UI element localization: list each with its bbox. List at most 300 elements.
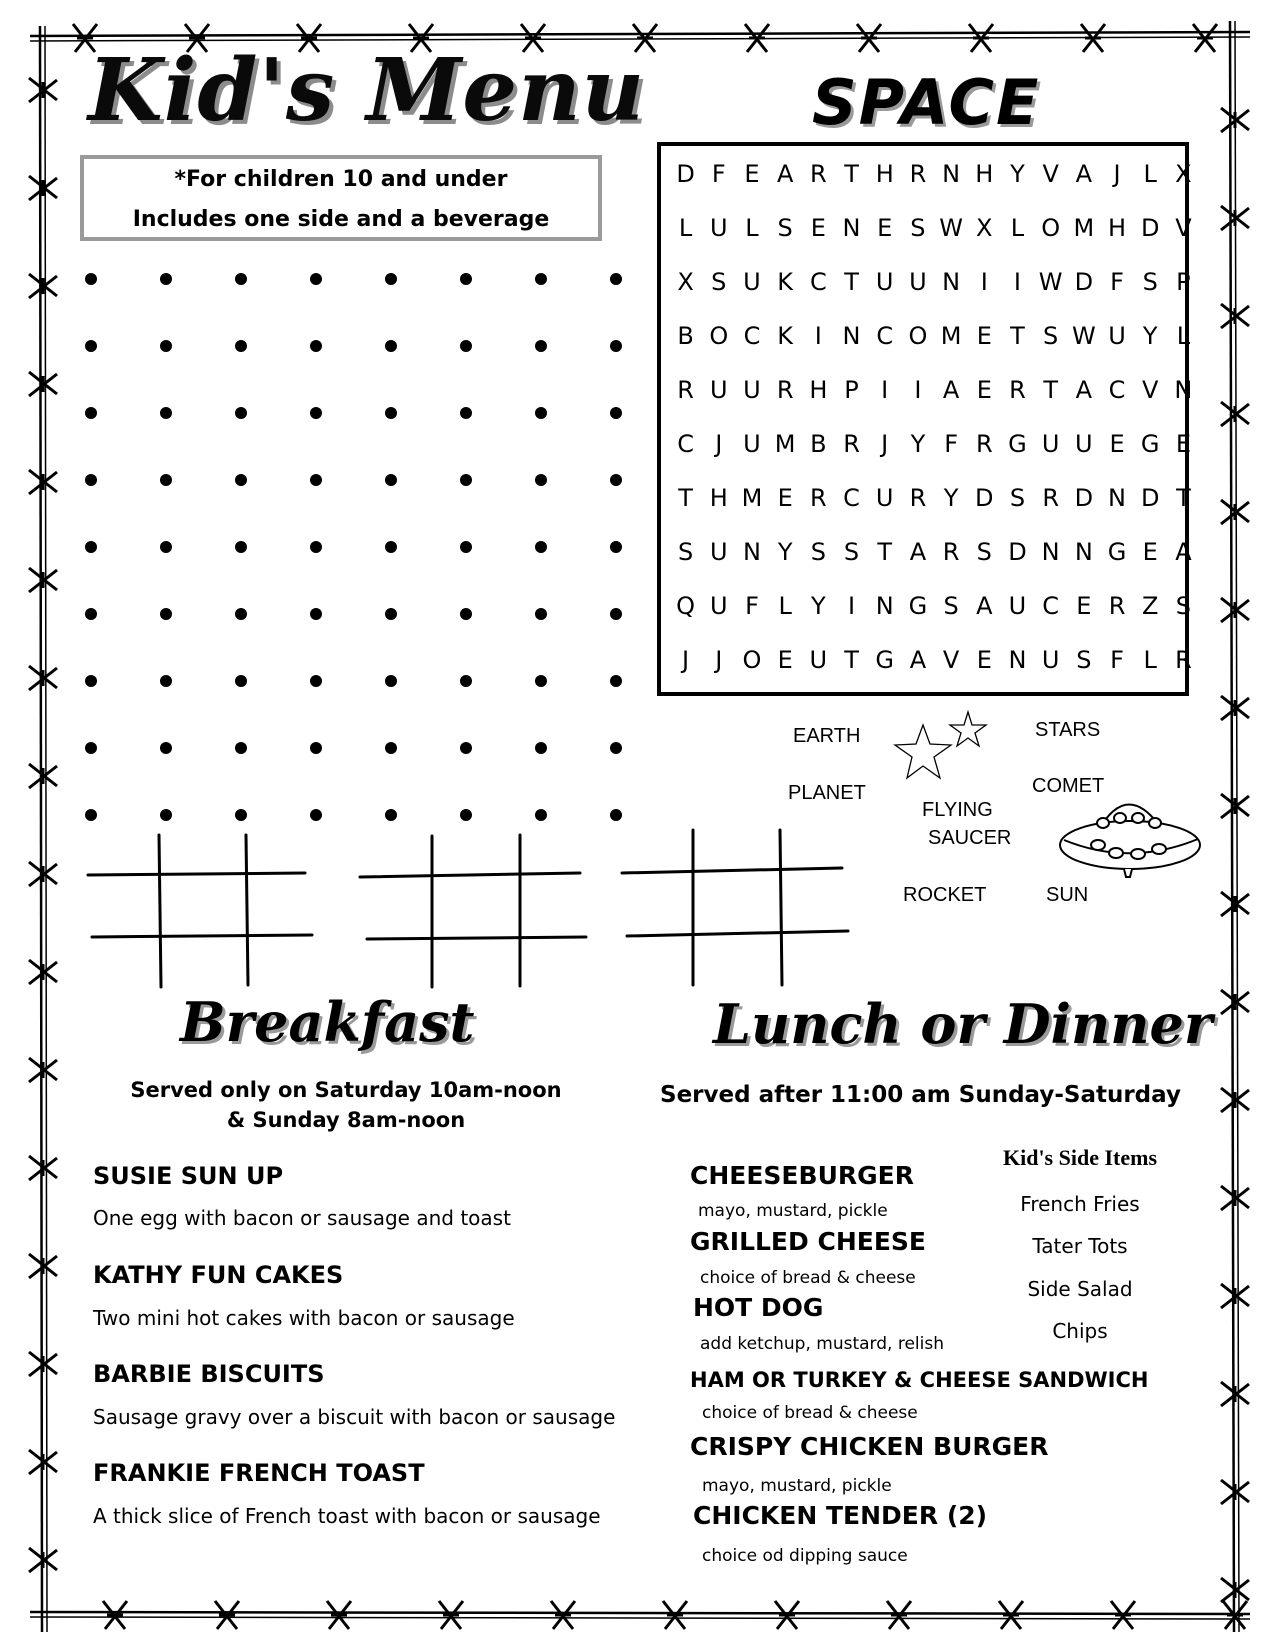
- word-search-letter[interactable]: E: [744, 160, 760, 188]
- lunch-item-name: GRILLED CHEESE: [690, 1227, 926, 1256]
- tic-tac-toe-boards[interactable]: [80, 825, 860, 1000]
- word-search-letter[interactable]: L: [745, 214, 759, 242]
- word-search-letter[interactable]: C: [876, 322, 894, 350]
- word-search-letter[interactable]: U: [1008, 592, 1027, 620]
- barb-icon: [29, 666, 57, 690]
- word-search-letter[interactable]: D: [975, 484, 994, 512]
- word-search-letter[interactable]: U: [1075, 430, 1093, 458]
- word-search-letter[interactable]: A: [776, 160, 794, 188]
- barb-icon: [439, 1601, 463, 1629]
- game-dot[interactable]: [460, 407, 472, 419]
- word-search-letter[interactable]: R: [909, 160, 927, 188]
- game-dot[interactable]: [235, 541, 247, 553]
- game-dot[interactable]: [235, 474, 247, 486]
- word-search-letter[interactable]: F: [745, 592, 759, 620]
- barb-icon: [29, 176, 57, 200]
- word-search-letter[interactable]: Y: [811, 592, 826, 620]
- word-search-letter[interactable]: V: [942, 646, 960, 674]
- word-search-row: [669, 430, 1200, 458]
- word-search-letter[interactable]: I: [1013, 268, 1021, 296]
- game-dot[interactable]: [160, 675, 172, 687]
- word-search-letter[interactable]: D: [1140, 484, 1160, 512]
- game-dot[interactable]: [235, 273, 247, 285]
- word-search-letter[interactable]: E: [976, 376, 992, 404]
- word-search-letter[interactable]: E: [777, 646, 793, 674]
- word-search-letter[interactable]: N: [742, 538, 761, 566]
- sides-title: Kid's Side Items: [1002, 1145, 1158, 1170]
- word-search-letter[interactable]: C: [1042, 592, 1060, 620]
- word-search-letter[interactable]: U: [909, 268, 927, 296]
- word-search-letter[interactable]: F: [944, 430, 958, 458]
- word-search-letter[interactable]: Y: [910, 430, 926, 458]
- word-search-letter[interactable]: G: [1140, 430, 1160, 458]
- word-search-letter[interactable]: T: [877, 538, 893, 566]
- word-sun: SUN: [1046, 884, 1089, 906]
- game-dot[interactable]: [310, 541, 322, 553]
- word-search-letter[interactable]: L: [1176, 322, 1191, 350]
- game-dot[interactable]: [535, 809, 547, 821]
- tic-tac-toe-board[interactable]: [622, 830, 848, 985]
- word-search-letter[interactable]: A: [942, 376, 960, 404]
- word-search-letter[interactable]: R: [843, 430, 860, 458]
- word-search-letter[interactable]: U: [809, 646, 828, 674]
- game-dot[interactable]: [535, 340, 547, 352]
- lunch-hours: Served after 11:00 am Sunday-Saturday: [660, 1082, 1181, 1108]
- word-search-letter[interactable]: C: [843, 484, 860, 512]
- game-dot[interactable]: [460, 608, 472, 620]
- word-search-letter[interactable]: U: [1108, 322, 1126, 350]
- word-search-letter[interactable]: X: [1175, 160, 1192, 188]
- word-search-letter[interactable]: W: [1071, 322, 1096, 350]
- word-search-letter[interactable]: S: [777, 214, 793, 242]
- age-notice-line: *For children 10 and under: [174, 167, 508, 192]
- word-search-row: [669, 484, 1200, 512]
- tic-tac-toe-board[interactable]: [88, 835, 312, 987]
- word-search-letter[interactable]: Y: [1142, 322, 1158, 350]
- word-search-letter[interactable]: M: [741, 484, 763, 512]
- lunch-item-name: CHICKEN TENDER (2): [693, 1501, 988, 1530]
- includes-notice-line: Includes one side and a beverage: [132, 207, 550, 232]
- word-search-letter[interactable]: L: [1010, 214, 1025, 242]
- game-dot[interactable]: [310, 340, 322, 352]
- barb-icon: [29, 960, 57, 984]
- word-search-letter[interactable]: V: [1042, 160, 1059, 188]
- game-dot[interactable]: [460, 742, 472, 754]
- word-search-letter[interactable]: F: [711, 160, 726, 188]
- word-search-letter[interactable]: U: [875, 268, 894, 296]
- word-search-letter[interactable]: F: [1110, 646, 1124, 674]
- word-search-letter[interactable]: R: [810, 160, 827, 188]
- game-dot[interactable]: [535, 273, 547, 285]
- game-dot[interactable]: [460, 809, 472, 821]
- game-dot[interactable]: [310, 407, 322, 419]
- word-search-letter[interactable]: E: [1076, 592, 1092, 620]
- word-search-letter[interactable]: R: [1108, 592, 1126, 620]
- game-dot[interactable]: [310, 273, 322, 285]
- word-search-letter[interactable]: Y: [1010, 160, 1025, 188]
- game-dot[interactable]: [610, 340, 622, 352]
- star-icon: [878, 708, 998, 798]
- word-search-letter[interactable]: E: [777, 484, 793, 512]
- word-search-letter[interactable]: C: [809, 268, 827, 296]
- word-search-letter[interactable]: I: [814, 322, 822, 350]
- game-dot[interactable]: [535, 675, 547, 687]
- word-search-letter[interactable]: T: [678, 484, 693, 512]
- game-dot[interactable]: [535, 742, 547, 754]
- barb-icon: [29, 1352, 57, 1376]
- breakfast-hours-line: Served only on Saturday 10am-noon: [130, 1078, 562, 1102]
- lunch-item-desc: mayo, mustard, pickle: [702, 1476, 892, 1496]
- barb-icon: [1221, 1480, 1249, 1504]
- word-search-letter[interactable]: D: [1074, 268, 1094, 296]
- word-search-letter[interactable]: H: [875, 160, 894, 188]
- word-search-letter[interactable]: S: [1175, 592, 1192, 620]
- word-search-letter[interactable]: N: [1174, 376, 1193, 404]
- lunch-item-desc: mayo, mustard, pickle: [698, 1201, 888, 1221]
- word-search-letter[interactable]: D: [1008, 538, 1027, 566]
- word-search-letter[interactable]: E: [1175, 430, 1191, 458]
- word-search-letter[interactable]: W: [1038, 268, 1063, 296]
- word-search-letter[interactable]: O: [709, 322, 729, 350]
- word-search-letter[interactable]: T: [1043, 376, 1058, 404]
- game-dot[interactable]: [460, 541, 472, 553]
- word-search-letter[interactable]: R: [677, 376, 694, 404]
- word-search-letter[interactable]: N: [842, 214, 861, 242]
- game-dot[interactable]: [235, 675, 247, 687]
- game-dot[interactable]: [85, 742, 97, 754]
- word-search-letter[interactable]: A: [909, 538, 927, 566]
- word-search-letter[interactable]: U: [1041, 430, 1060, 458]
- barb-icon: [663, 1601, 687, 1629]
- game-dot[interactable]: [160, 541, 172, 553]
- game-dot[interactable]: [385, 340, 397, 352]
- game-dot[interactable]: [310, 608, 322, 620]
- barb-icon: [29, 1058, 57, 1082]
- word-search-letter[interactable]: P: [1176, 268, 1191, 296]
- word-search-letter[interactable]: S: [711, 268, 727, 296]
- word-search-letter[interactable]: J: [881, 430, 889, 458]
- barb-icon: [29, 78, 57, 102]
- word-search-letter[interactable]: D: [1140, 214, 1160, 242]
- barb-icon: [29, 862, 57, 886]
- word-search-letter[interactable]: N: [875, 592, 894, 620]
- game-dot[interactable]: [610, 407, 622, 419]
- word-search-letter[interactable]: A: [909, 646, 927, 674]
- side-item: Side Salad: [1027, 1277, 1133, 1301]
- game-dot[interactable]: [85, 340, 97, 352]
- menu-title: Kid's Menu: [88, 40, 646, 141]
- word-search-letter[interactable]: S: [1142, 268, 1158, 296]
- barb-icon: [887, 1601, 911, 1629]
- barb-icon: [1221, 402, 1249, 426]
- word-search-letter[interactable]: V: [1175, 214, 1192, 242]
- word-search-letter[interactable]: E: [976, 322, 992, 350]
- word-search-letter[interactable]: N: [1074, 538, 1093, 566]
- game-dot[interactable]: [85, 608, 97, 620]
- word-search-letter[interactable]: M: [940, 322, 962, 350]
- word-search-letter[interactable]: U: [743, 268, 761, 296]
- word-search-letter[interactable]: E: [810, 214, 826, 242]
- breakfast-item-desc: One egg with bacon or sausage and toast: [93, 1206, 511, 1230]
- game-dot[interactable]: [160, 809, 172, 821]
- game-dot[interactable]: [160, 340, 172, 352]
- word-search-letter[interactable]: X: [677, 268, 694, 296]
- word-search-letter[interactable]: U: [743, 376, 761, 404]
- word-search-letter[interactable]: U: [709, 538, 728, 566]
- word-search-letter[interactable]: O: [1041, 214, 1061, 242]
- word-search-letter[interactable]: S: [976, 538, 992, 566]
- word-search-letter[interactable]: G: [908, 592, 928, 620]
- word-search-letter[interactable]: T: [1010, 322, 1025, 350]
- word-search-letter[interactable]: M: [1073, 214, 1095, 242]
- word-search-letter[interactable]: U: [743, 430, 761, 458]
- word-search-letter[interactable]: G: [1107, 538, 1127, 566]
- word-search-row: [669, 646, 1200, 674]
- game-dot[interactable]: [235, 608, 247, 620]
- barb-icon: [1221, 696, 1249, 720]
- breakfast-item-name: SUSIE SUN UP: [93, 1162, 284, 1190]
- game-dot[interactable]: [385, 675, 397, 687]
- word-search-letter[interactable]: O: [908, 322, 928, 350]
- word-search-letter[interactable]: T: [844, 646, 859, 674]
- lunch-item-desc: choice of bread & cheese: [702, 1403, 918, 1423]
- word-search-letter[interactable]: A: [1175, 538, 1192, 566]
- word-search-letter[interactable]: D: [1074, 484, 1094, 512]
- barb-icon: [1221, 1382, 1249, 1406]
- word-search-letter[interactable]: S: [1076, 646, 1092, 674]
- game-dot[interactable]: [610, 809, 622, 821]
- word-search-letter[interactable]: U: [709, 376, 728, 404]
- word-search-letter[interactable]: X: [976, 214, 993, 242]
- barb-icon: [1221, 892, 1249, 916]
- word-search-letter[interactable]: B: [677, 322, 694, 350]
- game-dot[interactable]: [535, 407, 547, 419]
- game-dot[interactable]: [85, 809, 97, 821]
- word-search-letter[interactable]: C: [1108, 376, 1126, 404]
- word-search-letter[interactable]: J: [715, 430, 723, 458]
- barb-icon: [29, 470, 57, 494]
- barb-icon: [775, 1601, 799, 1629]
- word-search-letter[interactable]: R: [810, 484, 827, 512]
- word-search-letter[interactable]: R: [942, 538, 960, 566]
- game-dot[interactable]: [85, 407, 97, 419]
- game-dot[interactable]: [535, 608, 547, 620]
- word-search-letter[interactable]: A: [976, 592, 993, 620]
- game-dot[interactable]: [610, 608, 622, 620]
- game-dot[interactable]: [85, 675, 97, 687]
- game-dot[interactable]: [460, 273, 472, 285]
- game-dot[interactable]: [235, 742, 247, 754]
- word-search-letter[interactable]: J: [1113, 160, 1121, 188]
- word-search-letter[interactable]: R: [1042, 484, 1059, 512]
- game-dot[interactable]: [385, 608, 397, 620]
- barb-icon: [1221, 794, 1249, 818]
- game-dot[interactable]: [85, 474, 97, 486]
- word-search-letter[interactable]: S: [1009, 484, 1026, 512]
- word-search-letter[interactable]: T: [844, 160, 859, 188]
- word-search-letter[interactable]: U: [709, 214, 728, 242]
- breakfast-item-name: BARBIE BISCUITS: [93, 1360, 325, 1388]
- word-search-letter[interactable]: G: [875, 646, 895, 674]
- word-search-letter[interactable]: S: [943, 592, 959, 620]
- word-search-letter[interactable]: S: [843, 538, 860, 566]
- word-search-letter[interactable]: H: [809, 376, 828, 404]
- word-search-letter[interactable]: I: [980, 268, 988, 296]
- word-search-letter[interactable]: S: [677, 538, 694, 566]
- barb-icon: [1221, 598, 1249, 622]
- word-search-letter[interactable]: Y: [943, 484, 959, 512]
- word-search-letter[interactable]: R: [975, 430, 993, 458]
- word-search-letter[interactable]: Z: [1141, 592, 1159, 620]
- word-search-letter[interactable]: H: [975, 160, 994, 188]
- word-search-letter[interactable]: L: [778, 592, 792, 620]
- word-search-letter[interactable]: N: [1041, 538, 1060, 566]
- game-dot[interactable]: [310, 675, 322, 687]
- word-search-letter[interactable]: G: [1008, 430, 1027, 458]
- word-search-letter[interactable]: N: [1108, 484, 1126, 512]
- word-search-letter[interactable]: R: [1009, 376, 1026, 404]
- word-search-letter[interactable]: R: [776, 376, 794, 404]
- word-search-letter[interactable]: J: [682, 646, 690, 674]
- word-search-letter[interactable]: E: [1142, 538, 1158, 566]
- barb-icon: [1193, 24, 1217, 52]
- word-search-letter[interactable]: S: [810, 538, 826, 566]
- game-dot[interactable]: [460, 474, 472, 486]
- word-search-letter[interactable]: Q: [676, 592, 696, 620]
- word-search-letter[interactable]: T: [844, 268, 859, 296]
- word-planet: PLANET: [788, 782, 866, 804]
- word-search-letter[interactable]: J: [715, 646, 723, 674]
- game-dot[interactable]: [310, 809, 322, 821]
- game-dot[interactable]: [610, 742, 622, 754]
- game-dot[interactable]: [385, 474, 397, 486]
- word-search-letter[interactable]: A: [1075, 160, 1093, 188]
- word-search-letter[interactable]: R: [909, 484, 927, 512]
- word-search-letter[interactable]: N: [942, 268, 961, 296]
- game-dot[interactable]: [610, 541, 622, 553]
- word-search-letter[interactable]: N: [842, 322, 861, 350]
- word-search-letter[interactable]: H: [709, 484, 728, 512]
- word-search-letter[interactable]: H: [1108, 214, 1127, 242]
- word-search-row: [669, 160, 1200, 188]
- barb-icon: [999, 1601, 1023, 1629]
- game-dot[interactable]: [85, 541, 97, 553]
- game-dot[interactable]: [235, 809, 247, 821]
- word-search-letter[interactable]: U: [875, 484, 894, 512]
- word-search-letter[interactable]: S: [1043, 322, 1059, 350]
- barb-icon: [327, 1601, 351, 1629]
- word-search-letter[interactable]: L: [678, 214, 693, 242]
- barb-icon: [103, 1601, 127, 1629]
- word-search-letter[interactable]: D: [676, 160, 695, 188]
- word-search-letter[interactable]: L: [1143, 646, 1157, 674]
- word-search-letter[interactable]: I: [847, 592, 856, 620]
- breakfast-hours: [130, 1075, 562, 1135]
- game-dot[interactable]: [460, 675, 472, 687]
- word-search-letter[interactable]: U: [709, 592, 728, 620]
- side-item: Tater Tots: [1032, 1234, 1128, 1258]
- game-dot[interactable]: [385, 809, 397, 821]
- game-dot[interactable]: [235, 407, 247, 419]
- word-search-letter[interactable]: I: [881, 376, 889, 404]
- word-search-letter[interactable]: C: [677, 430, 694, 458]
- barb-icon: [29, 1156, 57, 1180]
- lunch-item-desc: add ketchup, mustard, relish: [700, 1334, 944, 1354]
- game-dot[interactable]: [535, 474, 547, 486]
- word-search-row: [669, 214, 1200, 242]
- game-dot[interactable]: [160, 273, 172, 285]
- game-dot[interactable]: [610, 474, 622, 486]
- flying-saucer-icon: [1058, 783, 1208, 903]
- word-search-letter[interactable]: K: [777, 322, 794, 350]
- dots-and-boxes-game[interactable]: [70, 260, 640, 830]
- barb-icon: [215, 1601, 239, 1629]
- game-dot[interactable]: [85, 273, 97, 285]
- word-search-letter[interactable]: I: [914, 376, 922, 404]
- word-search-letter[interactable]: A: [1075, 376, 1093, 404]
- game-dot[interactable]: [160, 407, 172, 419]
- word-search-letter[interactable]: K: [777, 268, 794, 296]
- word-search-letter[interactable]: O: [742, 646, 762, 674]
- word-search-letter[interactable]: N: [1008, 646, 1027, 674]
- word-search-letter[interactable]: R: [1175, 646, 1192, 674]
- word-search-letter[interactable]: S: [910, 214, 926, 242]
- game-dot[interactable]: [610, 675, 622, 687]
- word-search-row: [669, 268, 1200, 296]
- word-search-grid[interactable]: [657, 142, 1193, 696]
- word-search-letter[interactable]: V: [1142, 376, 1159, 404]
- word-search-letter[interactable]: E: [1109, 430, 1125, 458]
- word-search-letter[interactable]: M: [774, 430, 796, 458]
- game-dot[interactable]: [310, 474, 322, 486]
- game-dot[interactable]: [160, 608, 172, 620]
- word-search-letter[interactable]: U: [1041, 646, 1060, 674]
- word-search-letter[interactable]: E: [976, 646, 992, 674]
- word-saucer: SAUCER: [928, 827, 1012, 849]
- game-dot[interactable]: [535, 541, 547, 553]
- game-dot[interactable]: [385, 541, 397, 553]
- word-search-letter[interactable]: T: [1176, 484, 1191, 512]
- barb-icon: [1221, 1284, 1249, 1308]
- game-dot[interactable]: [160, 474, 172, 486]
- game-dot[interactable]: [160, 742, 172, 754]
- word-stars: STARS: [1035, 719, 1101, 741]
- word-search-letter[interactable]: C: [743, 322, 761, 350]
- word-search-row: [669, 592, 1200, 620]
- game-dot[interactable]: [610, 273, 622, 285]
- word-search-letter[interactable]: B: [810, 430, 827, 458]
- tic-tac-toe-board[interactable]: [360, 835, 586, 987]
- lunch-item-name: HOT DOG: [693, 1293, 824, 1322]
- word-search-letter[interactable]: Y: [777, 538, 793, 566]
- word-search-row: [669, 538, 1200, 566]
- word-search-letter[interactable]: P: [844, 376, 859, 404]
- word-search-row: [669, 322, 1200, 350]
- game-dot[interactable]: [385, 407, 397, 419]
- game-dot[interactable]: [235, 340, 247, 352]
- word-search-letter[interactable]: W: [939, 214, 963, 242]
- game-dot[interactable]: [385, 742, 397, 754]
- word-search-letter[interactable]: E: [877, 214, 893, 242]
- game-dot[interactable]: [460, 340, 472, 352]
- game-dot[interactable]: [310, 742, 322, 754]
- word-search-letter[interactable]: N: [942, 160, 961, 188]
- word-rocket: ROCKET: [903, 884, 987, 906]
- word-search-letter[interactable]: F: [1110, 268, 1124, 296]
- word-search-letter[interactable]: L: [1143, 160, 1157, 188]
- breakfast-item-desc: Two mini hot cakes with bacon or sausage: [93, 1306, 515, 1330]
- game-dot[interactable]: [385, 273, 397, 285]
